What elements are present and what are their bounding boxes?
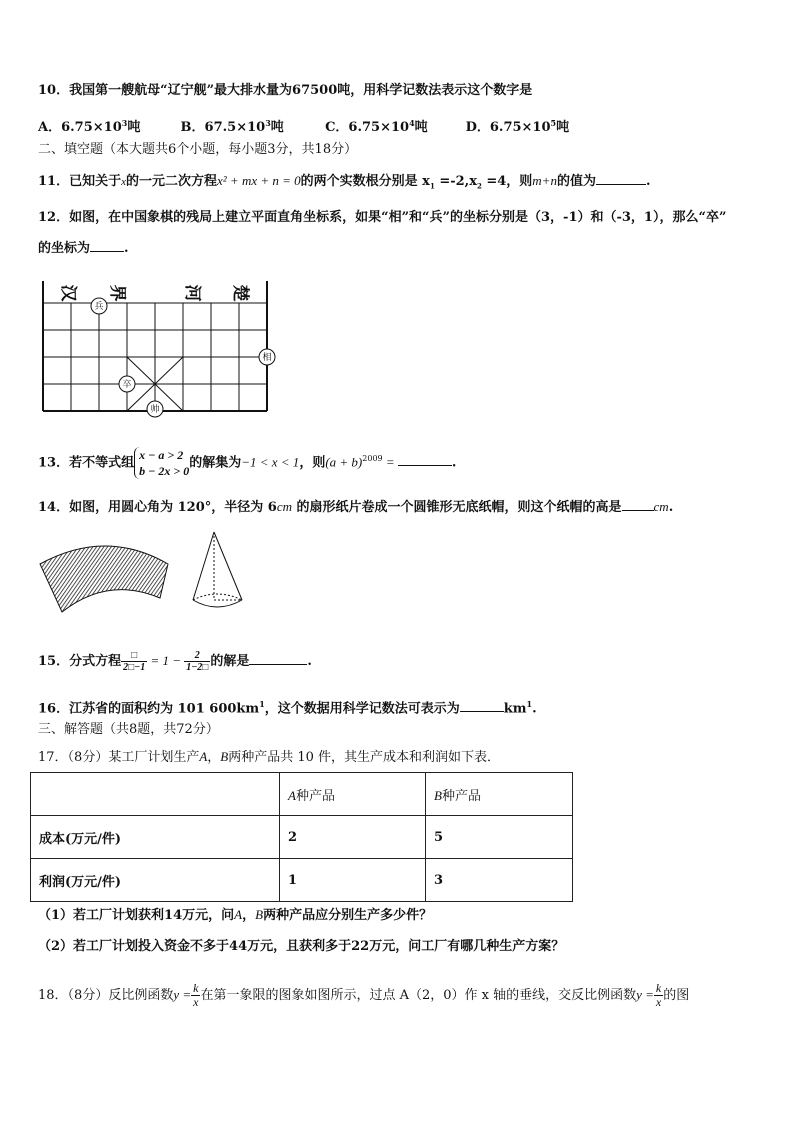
svg-text:兵: 兵	[94, 302, 104, 312]
chess-piece-zu	[119, 376, 135, 392]
fraction-k-over-x-2: $\frac{k}{x}$	[655, 981, 662, 1009]
river-char-4: 楚	[230, 284, 250, 302]
question-15: 15．分式方程 $\frac{□}{2□-1}$ = 1 − $\frac{2}{1-2□}$ 的解是 .	[38, 650, 312, 673]
river-char-3: 河	[182, 284, 202, 302]
cost-profit-table	[30, 772, 573, 902]
svg-text:相: 相	[262, 353, 272, 363]
chess-board-figure	[36, 281, 278, 419]
table-cell: 5	[426, 816, 573, 859]
question-12-line2: 的坐标为 .	[38, 241, 129, 256]
question-13: 13．若不等式组 x − a > 2 b − 2x > 0 的解集为−1 < x < 1，则$(a + b)^{2009}$ = .	[38, 447, 457, 478]
chess-piece-xiang	[259, 349, 275, 365]
table-cell: 3	[426, 859, 573, 902]
question-12-line1: 12．如图，在中国象棋的残局上建立平面直角坐标系，如果“相”和“兵”的坐标分别是（3，-1）和（-3，1），那么“卒”	[38, 210, 727, 225]
option-b: B．$67.5\times 10^3$吨	[180, 118, 284, 136]
option-d: D．$6.75\times 10^5$吨	[465, 118, 570, 136]
question-14: 14．如图，用圆心角为 120°，半径为 6cm 的扇形纸片卷成一个圆锥形无底纸帽，则这个纸帽的高是 cm.	[38, 499, 674, 515]
fraction-right: $\frac{2}{1-2□}$	[186, 650, 209, 673]
question-18: 18．（8分）反比例函数y = $\frac{k}{x}$ 在第一象限的图象如图所示，过点 A（2，0）作 x 轴的垂线，交反比例函数y = $\frac{k}{x}$ 的图	[38, 981, 690, 1009]
option-c: C．$6.75\times 10^4$吨	[325, 118, 428, 136]
question-10-stem: 10．我国第一艘航母“辽宁舰”最大排水量为67500吨，用科学记数法表示这个数字是	[38, 83, 533, 98]
chess-piece-shuai	[147, 401, 163, 417]
river-char-1: 汉	[58, 284, 78, 302]
svg-text:卒: 卒	[122, 380, 132, 390]
section-fill-in-heading: 二、填空题（本大题共6个小题，每小题3分，共18分）	[38, 142, 358, 157]
table-cell: 成本(万元/件)	[31, 816, 280, 859]
table-header-b: B种产品	[426, 773, 573, 816]
question-17-stem: 17．（8分）某工厂计划生产A，B两种产品共 10 件，其生产成本和利润如下表．	[38, 749, 501, 765]
table-cell: 2	[280, 816, 426, 859]
table-cell: 利润(万元/件)	[31, 859, 280, 902]
table-row	[31, 816, 573, 859]
fraction-left: $\frac{□}{2□-1}$	[123, 650, 146, 673]
table-cell	[31, 773, 280, 816]
option-a: A．$6.75\times 10^3$吨	[38, 118, 141, 136]
question-10-options	[38, 114, 569, 137]
cone-figure	[190, 530, 246, 614]
table-header-row	[31, 773, 573, 816]
table-cell: 1	[280, 859, 426, 902]
section-solutions-heading: 三、解答题（共8题，共72分）	[38, 722, 219, 737]
question-17-part-1: （1）若工厂计划获利14万元，问A，B两种产品应分别生产多少件？	[38, 907, 433, 923]
question-17-part-2: （2）若工厂计划投入资金不多于44万元，且获利多于22万元，问工厂有哪几种生产方案？	[38, 939, 565, 954]
question-11: 11．已知关于x的一元二次方程x² + mx + n = 0的两个实数根分别是 $x_1 =-2,x_2 =4$，则m+n的值为 .	[38, 173, 651, 191]
svg-text:帅: 帅	[150, 405, 160, 415]
chess-piece-bing	[91, 298, 107, 314]
fraction-k-over-x: $\frac{k}{x}$	[193, 981, 199, 1009]
river-char-2: 界	[107, 284, 127, 302]
question-16: 16．江苏省的面积约为 101 $600km^1$，这个数据用科学记数法可表示为 $km^1$.	[38, 699, 537, 717]
inequality-system: x − a > 2 b − 2x > 0	[134, 447, 189, 479]
table-row	[31, 859, 573, 902]
sector-figure	[36, 528, 172, 618]
table-header-a: A种产品	[280, 773, 426, 816]
